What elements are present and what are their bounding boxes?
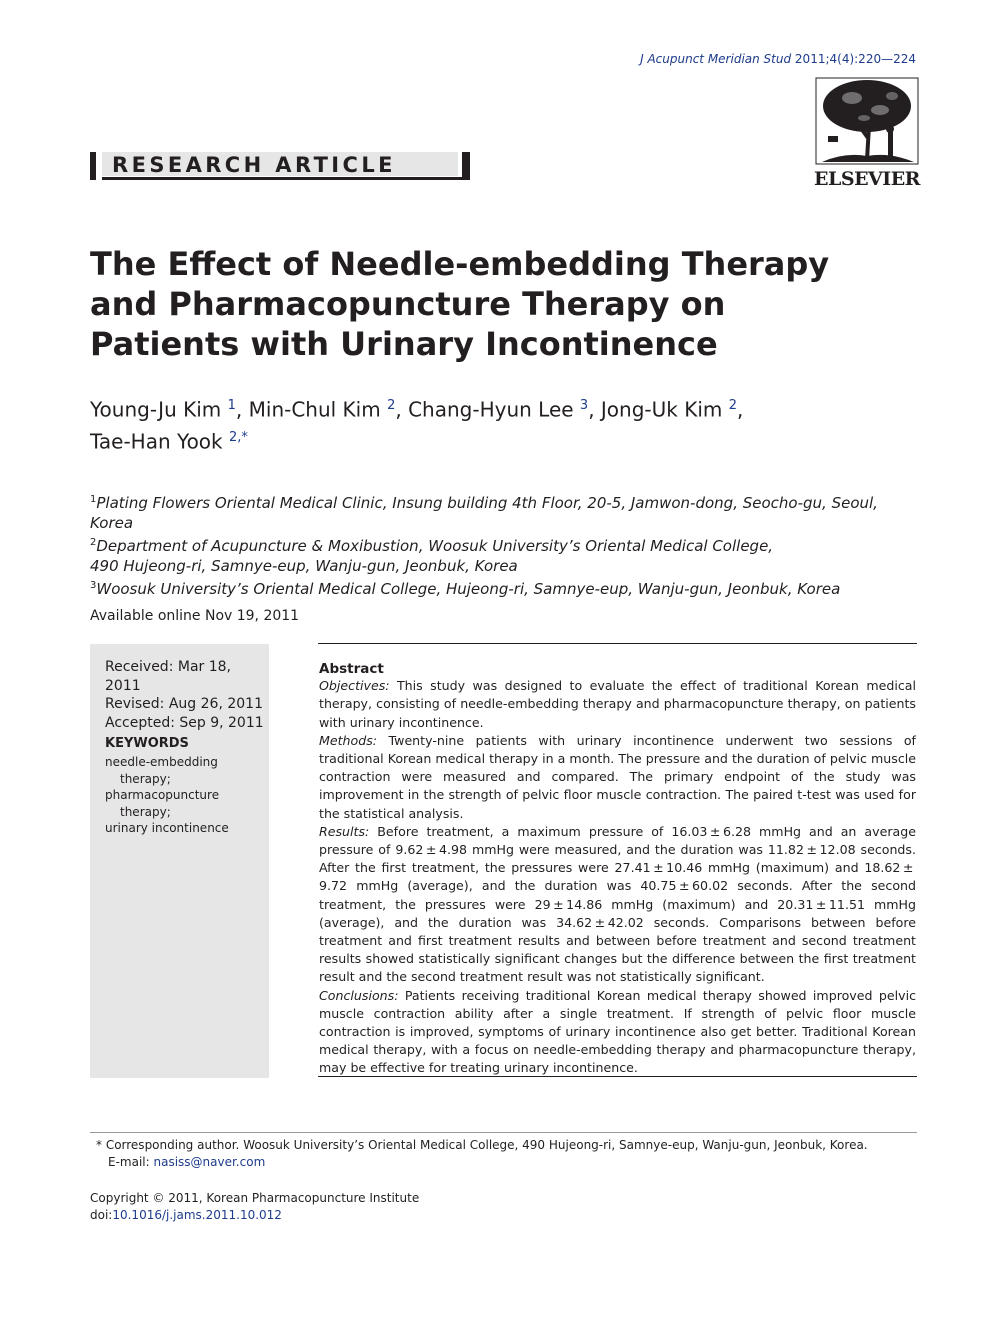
- elsevier-logo: [814, 76, 920, 188]
- keyword-item: needle-embedding: [105, 755, 218, 769]
- abstract-top-rule: [318, 643, 917, 644]
- keywords-list: [105, 754, 229, 837]
- affiliation-item: [90, 576, 920, 599]
- section-label: Objectives:: [319, 678, 390, 694]
- copyright-block: [90, 1190, 419, 1223]
- section-text: Patients receiving traditional Korean medical therapy showed improved pelvic muscle contraction ability after a single treatment. If strength of pelvic floor muscle contraction is improved, symptoms of urinary incontinence also get better. Traditional Korean medical therapy, with a focus on needle-embedding therapy and pharmacopuncture therapy, may be effective for treating urinary incontinence.: [319, 987, 916, 1076]
- author-affiliation-link[interactable]: 1: [227, 398, 236, 413]
- affiliation-number: 1: [90, 494, 97, 505]
- email-line: [96, 1154, 916, 1171]
- abstract-methods: [319, 732, 916, 823]
- affiliation-list: [90, 490, 920, 599]
- author-affiliation-link[interactable]: 3: [579, 398, 589, 413]
- section-text: This study was designed to evaluate the effect of traditional Korean medical therapy, consisting of needle-embedding therapy and pharmacopuncture therapy, on patients with urinary incontinence.: [319, 678, 916, 730]
- author-name: Young-Ju Kim: [90, 397, 222, 422]
- journal-volume-pages[interactable]: 2011;4(4):220—224: [794, 52, 916, 66]
- keyword-item: pharmacopuncture: [105, 788, 220, 802]
- affiliation-text: Plating Flowers Oriental Medical Clinic, Insung building 4th Floor, 20-5, Jamwon-dong, Seocho-gu, Seoul, Korea: [90, 494, 878, 532]
- doi-link[interactable]: 10.1016/j.jams.2011.10.012: [112, 1207, 282, 1222]
- copyright-text: Copyright © 2011, Korean Pharmacopuncture Institute: [90, 1191, 420, 1205]
- abstract-heading: Abstract: [319, 661, 384, 677]
- affiliation-text: Woosuk University’s Oriental Medical College, Hujeong-ri, Samnye-eup, Wanju-gun, Jeonbuk, Korea: [96, 580, 841, 598]
- available-online-date: Available online Nov 19, 2011: [90, 608, 300, 624]
- keyword-item: urinary incontinence: [105, 821, 229, 835]
- doi-line: [90, 1207, 419, 1224]
- author-separator: ,: [235, 397, 249, 422]
- corresponding-author-text: * Corresponding author. Woosuk University’s Oriental Medical College, 490 Hujeong-ri, Samnye-eup, Wanju-gun, Jeonbuk, Korea.: [96, 1138, 868, 1152]
- author-affiliation-link[interactable]: 2: [728, 398, 738, 413]
- author-separator: ,: [588, 397, 601, 422]
- keyword-item-continuation: therapy;: [120, 804, 171, 819]
- accepted-date: Accepted: Sep 9, 2011: [105, 714, 264, 731]
- author-name: Tae-Han Yook: [90, 429, 223, 454]
- journal-citation[interactable]: [640, 52, 916, 66]
- email-label: E-mail:: [108, 1154, 154, 1169]
- section-label: Methods:: [319, 732, 378, 748]
- footnote-rule: [90, 1132, 917, 1133]
- section-label: Results:: [319, 823, 370, 839]
- keyword-item-continuation: therapy;: [120, 771, 171, 786]
- affiliation-number: 3: [90, 580, 97, 591]
- keywords-heading: KEYWORDS: [105, 736, 189, 751]
- corresponding-author-footnote: [96, 1137, 916, 1170]
- affiliation-text: 490 Hujeong-ri, Samnye-eup, Wanju-gun, Jeonbuk, Korea: [90, 557, 518, 575]
- doi-label: doi:: [90, 1207, 113, 1222]
- banner-right-bar: [462, 152, 470, 180]
- email-link[interactable]: nasiss@naver.com: [153, 1154, 266, 1169]
- section-text: Before treatment, a maximum pressure of 16.03 ± 6.28 mmHg and an average pressure of 9.62 ± 4.98 mmHg were measured, and the duration was 11.82 ± 12.08 seconds. After the first treatment, the pressures were 27.41 ± 10.46 mmHg (maximum) and 18.62 ± 9.72 mmHg (average), and the duration was 40.75 ± 60.02 seconds. After the second treatment, the pressures were 29 ± 14.86 mmHg (maximum) and 20.31 ± 11.51 mmHg (average), and the duration was 34.62 ± 42.02 seconds. Comparisons between before treatment and first treatment results and between before treatment and second treatment results showed statistically significant changes but the difference between the first treatment result and the second treatment result was not statistically significant.: [319, 823, 916, 985]
- author-list: [90, 392, 890, 455]
- abstract-bottom-rule: [318, 1076, 917, 1077]
- affiliation-number: 2: [90, 537, 97, 548]
- abstract-objectives: [319, 677, 916, 732]
- section-label: Conclusions:: [319, 987, 399, 1003]
- affiliation-item: [90, 490, 920, 533]
- abstract: [319, 660, 916, 1078]
- journal-name[interactable]: J Acupunct Meridian Stud: [640, 52, 792, 66]
- author-separator: ,: [737, 397, 744, 422]
- author-affiliation-link[interactable]: 2: [387, 398, 396, 413]
- author-name: Min-Chul Kim: [248, 397, 381, 422]
- article-type-banner: [90, 152, 396, 180]
- author-name: Jong-Uk Kim: [600, 397, 723, 422]
- article-info-sidebar: [90, 644, 269, 1078]
- article-type-label: RESEARCH ARTICLE: [112, 153, 396, 177]
- author-affiliation-link[interactable]: 2,*: [229, 429, 248, 445]
- article-history: [105, 658, 269, 732]
- affiliation-item: [90, 533, 920, 576]
- abstract-results: [319, 823, 916, 987]
- banner-underline: [102, 177, 470, 180]
- abstract-conclusions: [319, 987, 916, 1078]
- author-separator: ,: [395, 397, 409, 422]
- elsevier-wordmark: ELSEVIER: [814, 168, 920, 190]
- received-date: Received: Mar 18, 2011: [105, 659, 231, 694]
- elsevier-tree-icon: [814, 76, 920, 166]
- section-text: Twenty-nine patients with urinary incontinence underwent two sessions of traditional Korean medical therapy in a month. The pressure and the duration of pelvic muscle contraction were measured and compared. The primary endpoint of the study was improvement in the strength of pelvic floor muscle contraction. The paired t-test was used for the statistical analysis.: [319, 732, 916, 821]
- author-name: Chang-Hyun Lee: [408, 397, 574, 422]
- affiliation-text: Department of Acupuncture & Moxibustion, Woosuk University’s Oriental Medical College,: [96, 537, 774, 555]
- revised-date: Revised: Aug 26, 2011: [105, 696, 263, 712]
- article-title: The Effect of Needle-embedding Therapy and Pharmacopuncture Therapy on Patients with Urinary Incontinence: [90, 245, 830, 363]
- banner-left-bar: [90, 152, 96, 180]
